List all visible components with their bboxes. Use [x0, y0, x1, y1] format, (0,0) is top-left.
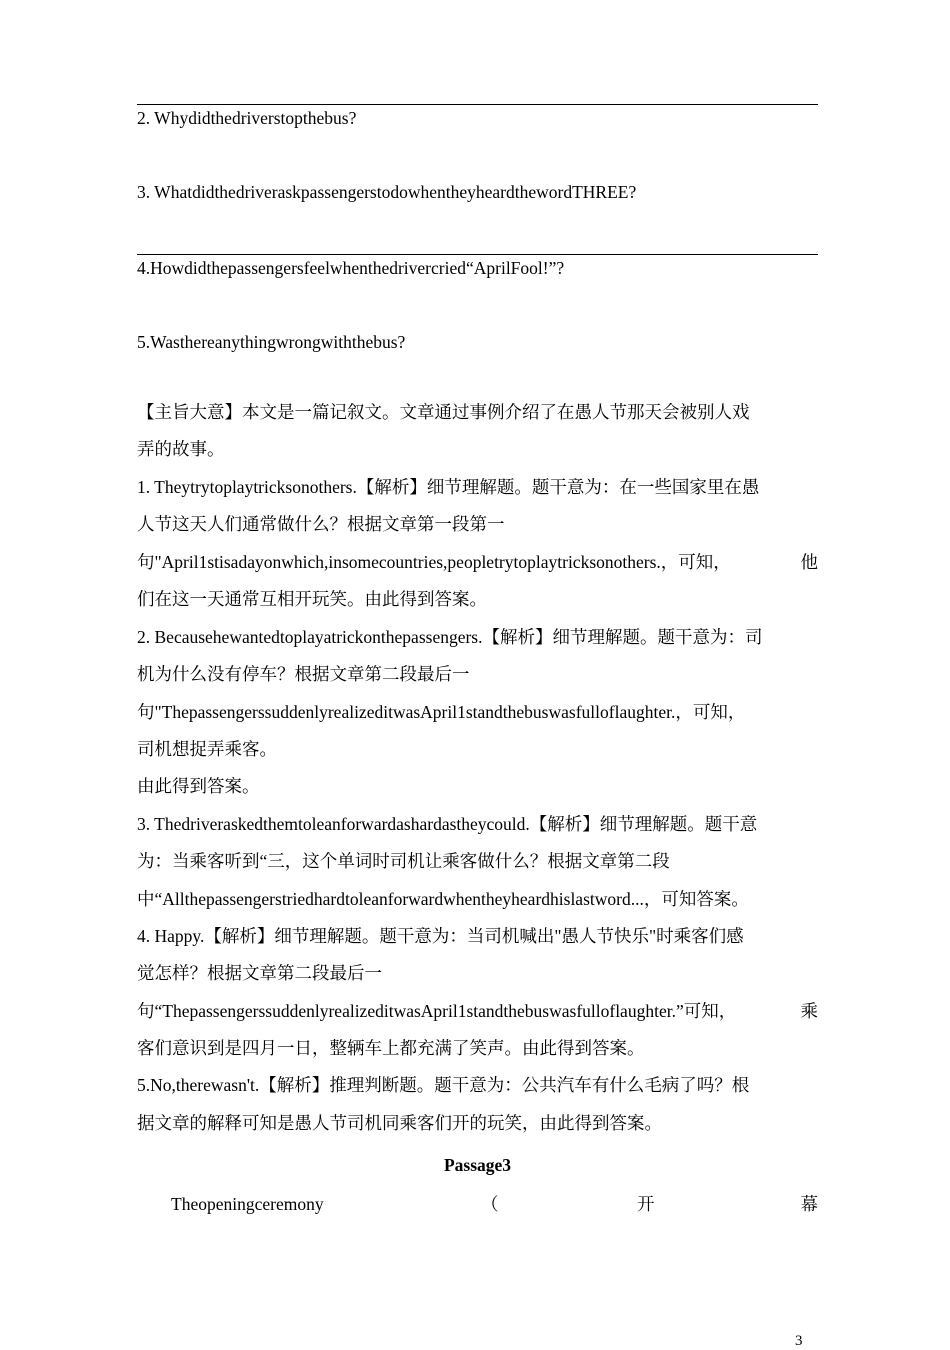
answer-2-line-1: 2. Becausehewantedtoplayatrickonthepassengers.【解析】细节理解题。题干意为：司 [137, 627, 763, 647]
answer-4-line-1: 4. Happy.【解析】细节理解题。题干意为：当司机喊出"愚人节快乐"时乘客们感 [137, 926, 744, 946]
answer-3-line-3: 中“Allthepassengerstriedhardtoleanforwardwhentheyheardhislastword...，可知答案。 [137, 889, 749, 909]
answer-line [137, 254, 818, 255]
answer-4-line-4: 客们意识到是四月一日，整辆车上都充满了笑声。由此得到答案。 [137, 1038, 645, 1058]
answer-4-line-3 [137, 999, 818, 1023]
passage-intro-part-2: （ [481, 1194, 499, 1214]
passage-intro-part-4: 幕 [800, 1194, 818, 1214]
answer-3-line-2: 为：当乘客听到“三，这个单词时司机让乘客做什么？根据文章第二段 [137, 851, 670, 871]
summary-line-2: 弄的故事。 [137, 439, 225, 459]
answer-1-line-3-end: 他 [800, 552, 818, 572]
answer-4-line-2: 觉怎样？根据文章第二段最后一 [137, 963, 382, 983]
answer-1-line-1: 1. Theytrytoplaytricksonothers.【解析】细节理解题。题干意为：在一些国家里在愚 [137, 477, 760, 497]
passage-intro-part-1: Theopeningceremony [171, 1194, 324, 1214]
answer-1-line-3 [137, 550, 818, 574]
summary-line-1: 【主旨大意】本文是一篇记叙文。文章通过事例介绍了在愚人节那天会被别人戏 [137, 402, 750, 422]
passage-intro-part-3: 开 [637, 1194, 655, 1214]
answer-1-line-2: 人节这天人们通常做什么？根据文章第一段第一 [137, 514, 505, 534]
answer-line [137, 104, 818, 105]
answer-5-line-1: 5.No,therewasn't.【解析】推理判断题。题干意为：公共汽车有什么毛病了吗？根 [137, 1075, 750, 1095]
answer-2-line-5: 由此得到答案。 [137, 776, 260, 796]
page-number: 3 [795, 1333, 803, 1349]
question-5: 5.Wasthereanythingwrongwiththebus? [137, 332, 406, 352]
question-2: 2. Whydidthedriverstopthebus? [137, 108, 357, 128]
answer-2-line-2: 机为什么没有停车？根据文章第二段最后一 [137, 664, 470, 684]
question-4: 4.Howdidthepassengersfeelwhenthedrivercried“AprilFool!”? [137, 258, 565, 278]
answer-5-line-2: 据文章的解释可知是愚人节司机同乘客们开的玩笑，由此得到答案。 [137, 1113, 662, 1133]
answer-1-line-3-text: 句"April1stisadayonwhich,insomecountries,peopletrytoplaytricksonothers.，可知， [137, 552, 731, 572]
question-3: 3. WhatdidthedriveraskpassengerstodowhentheyheardthewordTHREE? [137, 182, 637, 202]
answer-2-line-3: 句"ThepassengerssuddenlyrealizeditwasApril1standthebuswasfulloflaughter.，可知， [137, 702, 746, 722]
answer-4-line-3-text: 句“ThepassengerssuddenlyrealizeditwasApril1standthebuswasfulloflaughter.”可知， [137, 1001, 737, 1021]
answer-2-line-4: 司机想捉弄乘客。 [137, 739, 277, 759]
passage-title: Passage3 [443, 1155, 512, 1175]
answer-1-line-4: 们在这一天通常互相开玩笑。由此得到答案。 [137, 589, 487, 609]
answer-3-line-1: 3. Thedriveraskedthemtoleanforwardashardastheycould.【解析】细节理解题。题干意 [137, 814, 758, 834]
answer-4-line-3-end: 乘 [800, 1001, 818, 1021]
